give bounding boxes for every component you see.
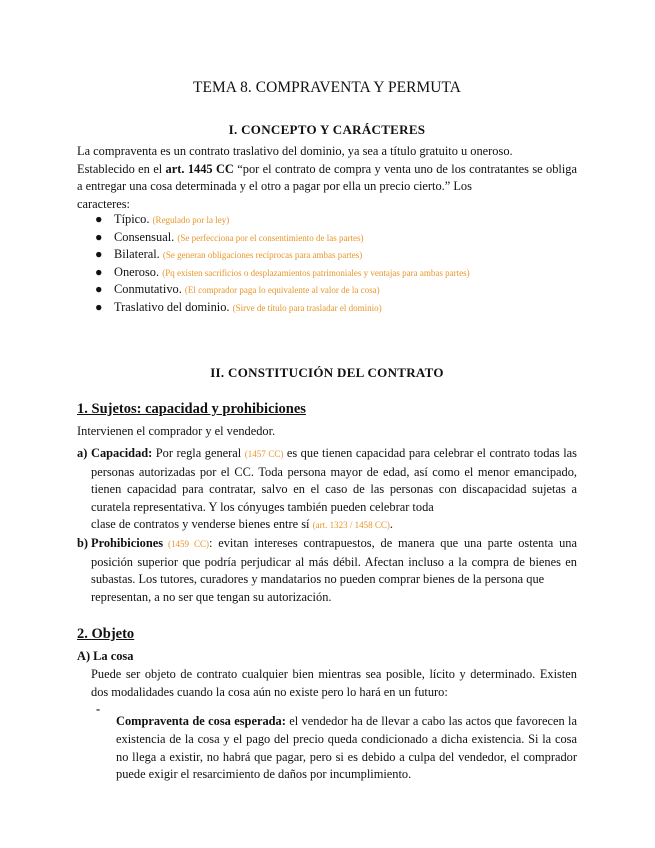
intro-paragraph (77, 143, 577, 213)
bullet-icon: ● (95, 299, 103, 314)
item-note: (Sirve de título para trasladar el dominio) (232, 302, 382, 313)
dash-marker: - (96, 702, 101, 716)
list-item (77, 211, 470, 229)
item-text: . (389, 517, 393, 532)
intro-line: La compraventa es un contrato traslativo del dominio, ya sea a título gratuito u oneroso. (77, 144, 513, 158)
item-text: es que tienen capacidad para celebrar el contrato todas las personas autorizadas por el CC. Toda persona mayor de edad, así como el menor emancipado, tienen capacidad para contratar, salvo en el caso de las personas con discapacidad sujetas a curatela representativa. Y los cónyuges también pueden celebrar toda (91, 446, 578, 514)
item-label: a) (77, 446, 88, 460)
item-note: (Se generan obligaciones recíprocas para ambas partes) (162, 250, 363, 261)
capacidad-item (77, 445, 577, 535)
item-body (91, 535, 577, 606)
intro-definition (77, 161, 577, 196)
bullet-icon: ● (95, 264, 103, 279)
subsection-heading-objeto: 2. Objeto (77, 626, 135, 642)
item-note: (Regulado por la ley) (152, 215, 230, 225)
article-note: (1457 CC) (244, 449, 284, 459)
characteristics-list (77, 211, 470, 317)
sujetos-intro: Intervienen el comprador y el vendedor. (77, 424, 276, 438)
section-heading-concepto: I. CONCEPTO Y CARÁCTERES (228, 122, 426, 137)
item-title: Prohibiciones (91, 536, 164, 550)
article-reference: art. 1445 CC (165, 161, 234, 176)
article-note: (1459 CC) (163, 539, 209, 549)
item-note: (Se perfecciona por el consentimiento de las partes) (177, 232, 364, 243)
list-item (77, 299, 470, 317)
item-title: Compraventa de cosa esperada: (116, 714, 286, 729)
item-text: el vendedor ha de llevar a cabo las actos que favorecen la existencia de la cosa y el pago del precio queda condicionado a dicha existencia. Si la cosa no llega a existir, no habrá que pagar, pero si es debido a culpa del vendedor, el comprador puede exigir el resarcimiento de daños por incumplimiento. (116, 714, 577, 782)
item-text: Consensual. (114, 229, 175, 244)
item-title: Capacidad: (91, 446, 153, 460)
item-text: Bilateral. (114, 247, 160, 262)
subsection-heading-sujetos: 1. Sujetos: capacidad y prohibiciones (77, 401, 306, 417)
list-item (77, 229, 470, 247)
list-item (77, 246, 470, 264)
cosa-esperada-item (96, 701, 577, 796)
list-item (77, 264, 470, 282)
bullet-icon: ● (95, 282, 103, 297)
list-item (77, 281, 470, 299)
capacidad-text-end (91, 516, 577, 535)
capacidad-text (91, 445, 577, 516)
page-title: TEMA 8. COMPRAVENTA Y PERMUTA (193, 79, 461, 96)
item-text: Por regla general (152, 446, 245, 460)
item-text: Típico. (114, 212, 150, 226)
item-text: Oneroso. (114, 264, 160, 279)
la-cosa-heading: A) La cosa (77, 649, 134, 663)
section-heading-constitucion: II. CONSTITUCIÓN DEL CONTRATO (210, 365, 444, 380)
bullet-icon: ● (95, 247, 103, 262)
prohibiciones-item (77, 535, 577, 606)
cosa-esperada-text (116, 713, 577, 783)
item-text: Conmutativo. (114, 282, 182, 297)
item-text: : evitan intereses contrapuestos, de manera que una parte ostenta una posición superior que podría perjudicar al más débil. Afectan incluso a la compra de bienes en subastas. Los tutores, curadores y mandatarios no pueden comprar bienes de la persona que (91, 536, 577, 587)
item-body (91, 445, 577, 535)
item-text: Traslativo del dominio. (114, 299, 230, 314)
la-cosa-paragraph: Puede ser objeto de contrato cualquier bien mientras sea posible, lícito y determinado. Existen dos modalidades cuando la cosa aún no existe pero lo hará en un futuro: (91, 667, 577, 699)
item-note: (Pq existen sacrificios o desplazamientos patrimoniales y ventajas para ambas partes) (162, 267, 470, 278)
bullet-icon: ● (95, 229, 103, 244)
prohibiciones-text (91, 535, 577, 589)
intro-caracteres: caracteres: (77, 196, 130, 211)
prohibiciones-text-end: representan, a no ser que tengan su autorización. (91, 589, 332, 604)
intro-pre: Establecido en el (77, 161, 166, 176)
article-note: (art. 1323 / 1458 CC) (312, 520, 390, 531)
item-label: b) (77, 536, 89, 550)
intro-post: “por el contrato de compra y venta uno de los contratantes se obliga a entregar una cosa determinada y el otro a pagar por ella un precio cierto.” Los (77, 161, 578, 194)
bullet-icon: ● (95, 212, 103, 226)
item-text: clase de contratos y venderse bienes entre sí (91, 517, 313, 532)
item-note: (El comprador paga lo equivalente al valor de la cosa) (184, 285, 380, 296)
